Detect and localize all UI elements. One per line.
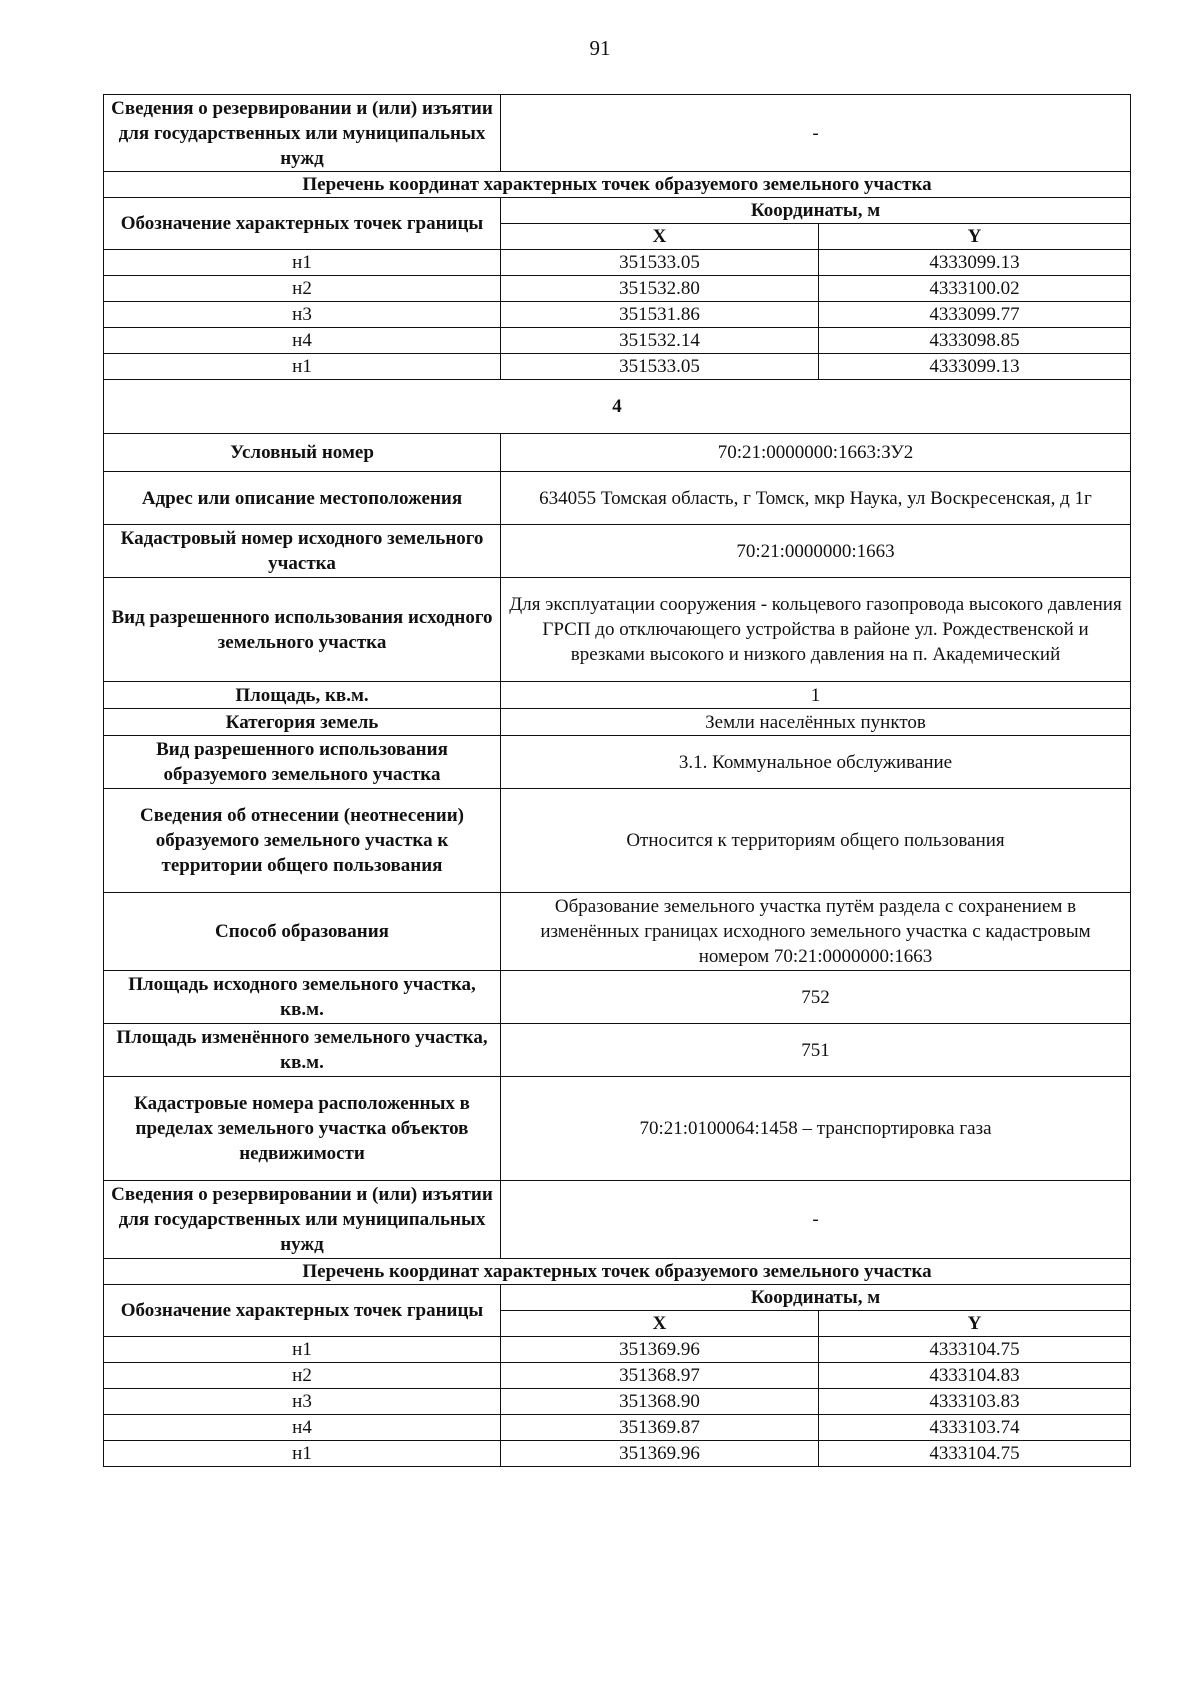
coords-y: 4333104.75 (819, 1441, 1131, 1467)
coords-x-header: X (501, 224, 819, 250)
coords-x: 351531.86 (501, 302, 819, 328)
coords-row (104, 328, 1131, 354)
coords-header: Координаты, м (501, 198, 1131, 224)
coords-point-header: Обозначение характерных точек границы (104, 198, 501, 250)
field-label: Вид разрешенного использования исходного земельного участка (104, 578, 501, 682)
coords-point: н3 (104, 302, 501, 328)
coords-x: 351532.14 (501, 328, 819, 354)
field-label: Сведения об отнесении (неотнесении) образуемого земельного участка к территории общего пользования (104, 789, 501, 893)
coords-y: 4333100.02 (819, 276, 1131, 302)
field-value: 1 (501, 682, 1131, 709)
field-row (104, 709, 1131, 736)
coords-point: н1 (104, 1337, 501, 1363)
field-label: Вид разрешенного использования образуемого земельного участка (104, 736, 501, 789)
coords-x: 351368.90 (501, 1389, 819, 1415)
coords-point: н1 (104, 1441, 501, 1467)
field-row (104, 1077, 1131, 1181)
field-label: Сведения о резервировании и (или) изъятии для государственных или муниципальных нужд (104, 1181, 501, 1259)
coords-row (104, 1389, 1131, 1415)
parcel-table (103, 94, 1131, 1467)
field-row (104, 682, 1131, 709)
coords-y: 4333103.74 (819, 1415, 1131, 1441)
field-value: 752 (501, 971, 1131, 1024)
coords-title: Перечень координат характерных точек образуемого земельного участка (104, 1259, 1131, 1285)
field-value: 751 (501, 1024, 1131, 1077)
coords-x: 351368.97 (501, 1363, 819, 1389)
coords-point: н1 (104, 250, 501, 276)
field-value: Образование земельного участка путём раздела с сохранением в изменённых границах исходного земельного участка с кадастровым номером 70:21:0000000:1663 (501, 893, 1131, 971)
coords-point: н4 (104, 1415, 501, 1441)
coords-y: 4333104.83 (819, 1363, 1131, 1389)
field-label: Площадь изменённого земельного участка, кв.м. (104, 1024, 501, 1077)
field-label: Способ образования (104, 893, 501, 971)
coords-y: 4333104.75 (819, 1337, 1131, 1363)
coords-row (104, 1415, 1131, 1441)
coords-point-header: Обозначение характерных точек границы (104, 1285, 501, 1337)
coords-x: 351369.87 (501, 1415, 819, 1441)
field-row (104, 525, 1131, 578)
field-value: Относится к территориям общего пользования (501, 789, 1131, 893)
field-value: 3.1. Коммунальное обслуживание (501, 736, 1131, 789)
field-label: Сведения о резервировании и (или) изъятии для государственных или муниципальных нужд (104, 95, 501, 172)
field-row (104, 95, 1131, 172)
coords-x-header: X (501, 1311, 819, 1337)
coords-x: 351533.05 (501, 250, 819, 276)
coords-y: 4333098.85 (819, 328, 1131, 354)
coords-x: 351369.96 (501, 1337, 819, 1363)
page-number: 91 (589, 36, 611, 60)
coords-row (104, 354, 1131, 380)
coords-row (104, 1441, 1131, 1467)
field-label: Категория земель (104, 709, 501, 736)
coords-y-header: Y (819, 224, 1131, 250)
field-value: - (501, 95, 1131, 172)
section-number: 4 (104, 380, 1131, 434)
field-value: 70:21:0000000:1663 (501, 525, 1131, 578)
field-label: Кадастровый номер исходного земельного участка (104, 525, 501, 578)
coords-point: н1 (104, 354, 501, 380)
coords-point: н2 (104, 276, 501, 302)
coords-point: н2 (104, 1363, 501, 1389)
field-value: Земли населённых пунктов (501, 709, 1131, 736)
field-row (104, 971, 1131, 1024)
coords-y-header: Y (819, 1311, 1131, 1337)
field-value: 70:21:0100064:1458 – транспортировка газа (501, 1077, 1131, 1181)
coords-point: н4 (104, 328, 501, 354)
field-row (104, 578, 1131, 682)
coords-y: 4333099.13 (819, 354, 1131, 380)
field-row (104, 789, 1131, 893)
field-value: Для эксплуатации сооружения - кольцевого газопровода высокого давления ГРСП до отключающего устройства в районе ул. Рождественской и врезками высокого и низкого давления на п. Академический (501, 578, 1131, 682)
coords-row (104, 250, 1131, 276)
coords-y: 4333099.77 (819, 302, 1131, 328)
coords-row (104, 1363, 1131, 1389)
field-row (104, 434, 1131, 472)
coords-x: 351533.05 (501, 354, 819, 380)
field-label: Кадастровые номера расположенных в пределах земельного участка объектов недвижимости (104, 1077, 501, 1181)
field-label: Условный номер (104, 434, 501, 472)
coords-title: Перечень координат характерных точек образуемого земельного участка (104, 172, 1131, 198)
coords-row (104, 1337, 1131, 1363)
coords-header: Координаты, м (501, 1285, 1131, 1311)
coords-y: 4333099.13 (819, 250, 1131, 276)
field-row (104, 1181, 1131, 1259)
field-row (104, 736, 1131, 789)
field-label: Площадь исходного земельного участка, кв.м. (104, 971, 501, 1024)
field-value: 634055 Томская область, г Томск, мкр Наука, ул Воскресенская, д 1г (501, 472, 1131, 525)
field-value: - (501, 1181, 1131, 1259)
field-row (104, 893, 1131, 971)
field-label: Адрес или описание местоположения (104, 472, 501, 525)
coords-x: 351369.96 (501, 1441, 819, 1467)
field-row (104, 472, 1131, 525)
coords-row (104, 302, 1131, 328)
coords-point: н3 (104, 1389, 501, 1415)
field-row (104, 1024, 1131, 1077)
coords-y: 4333103.83 (819, 1389, 1131, 1415)
field-label: Площадь, кв.м. (104, 682, 501, 709)
coords-x: 351532.80 (501, 276, 819, 302)
coords-row (104, 276, 1131, 302)
field-value: 70:21:0000000:1663:ЗУ2 (501, 434, 1131, 472)
